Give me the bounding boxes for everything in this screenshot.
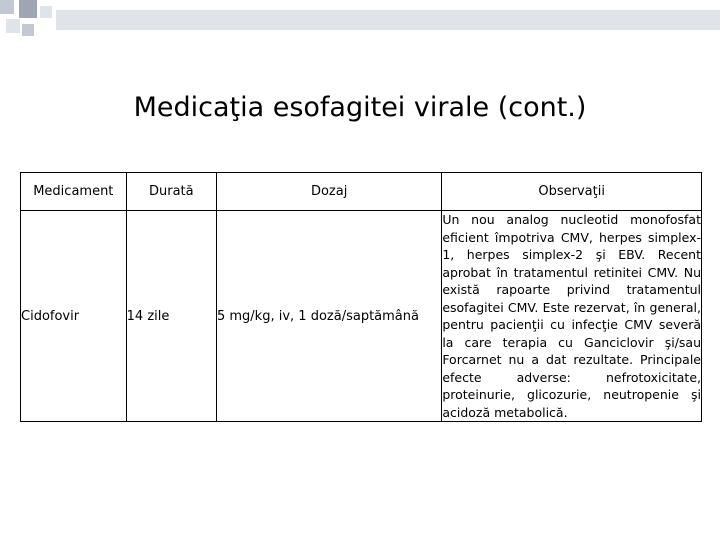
decorative-header-squares [0,0,720,50]
header-medicament: Medicament [21,173,127,211]
cell-drug: Cidofovir [21,211,127,422]
header-dozaj: Dozaj [216,173,441,211]
table-row [21,211,702,422]
header-observatii: Observaţii [442,173,702,211]
medication-table [20,172,702,422]
slide-title: Medicaţia esofagitei virale (cont.) [133,92,587,123]
cell-dose: 5 mg/kg, iv, 1 doză/saptămână [216,211,441,422]
table-header-row [21,173,702,211]
cell-duration: 14 zile [126,211,216,422]
cell-notes: Un nou analog nucleotid monofosfat eficient împotriva CMV, herpes simplex-1, herpes simplex-2 şi EBV. Recent aprobat în tratamentul retinitei CMV. Nu există rapoarte privind tratamentul esofagitei CMV. Este rezervat, în general, pentru pacienţii cu infecţie CMV severă la care terapia cu Ganciclovir şi/sau Forcarnet nu a dat rezultate. Principale efecte adverse: nefrotoxicitate, proteinurie, glicozurie, neutropenie şi acidoză metabolică. [442,212,701,420]
header-durata: Durată [126,173,216,211]
